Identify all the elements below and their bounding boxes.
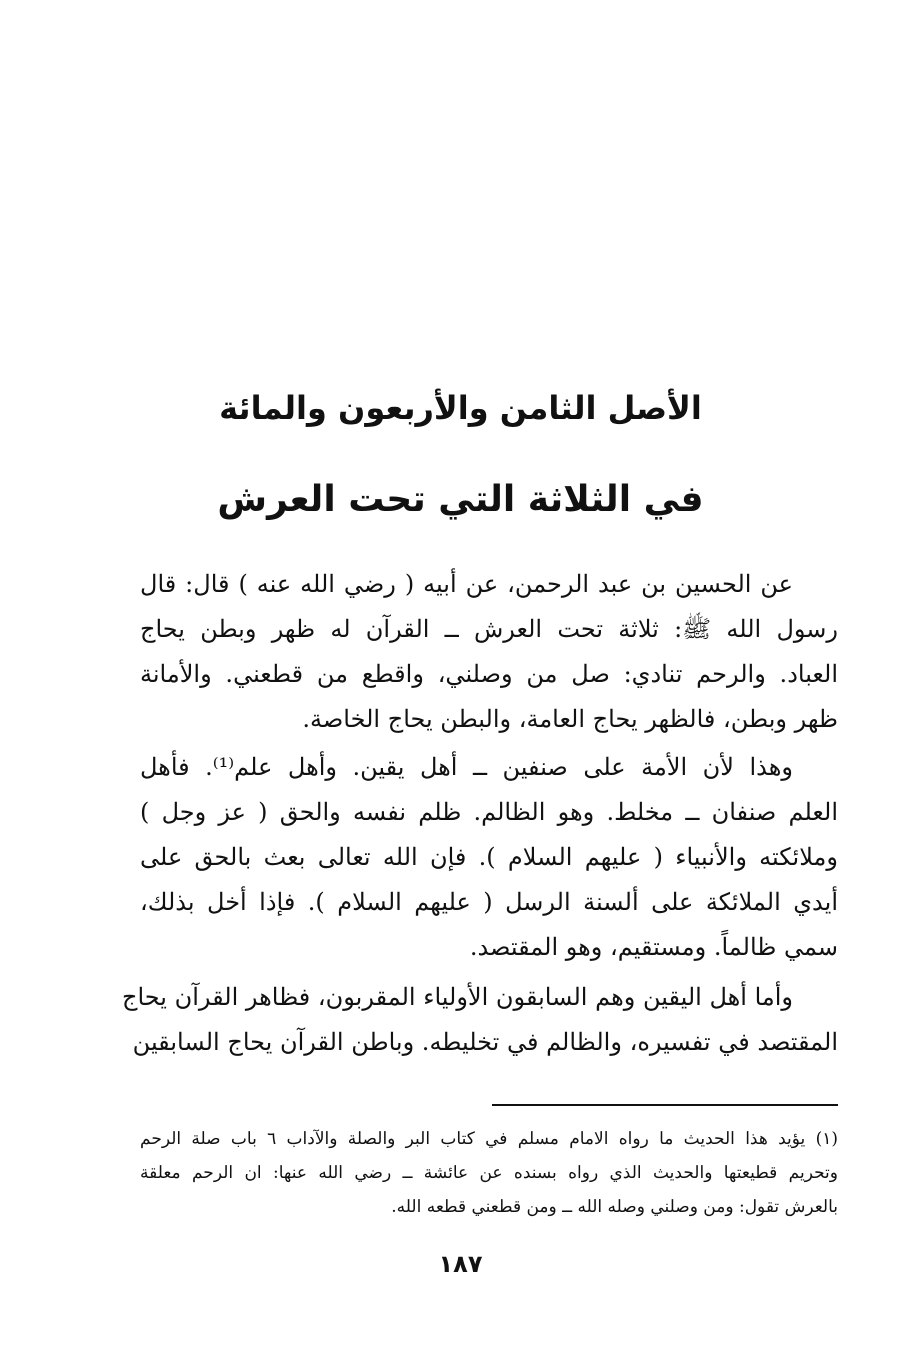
text-line: رسول الله ﷺ: ثلاثة تحت العرش ــ القرآن له ظهر وبطن يحاج <box>140 615 838 643</box>
footnote-line: (١) يؤيد هذا الحديث ما رواه الامام مسلم في كتاب البر والصلة والآداب ٦ باب صلة الرحم <box>140 1129 838 1149</box>
footnote <box>140 1122 838 1224</box>
footnote-line: وتحريم قطيعتها والحديث الذي رواه بسنده عن عائشة ــ رضي الله عنها: ان الرحم معلقة <box>140 1163 838 1183</box>
text-line: ظهر وبطن، فالظهر يحاج العامة، والبطن يحاج الخاصة. <box>302 705 838 733</box>
text-line: سمي ظالماً. ومستقيم، وهو المقتصد. <box>469 933 838 961</box>
footnote-divider <box>492 1104 838 1106</box>
text-line: المقتصد في تفسيره، والظالم في تخليطه. وباطن القرآن يحاج السابقين <box>132 1028 838 1056</box>
chapter-title: في الثلاثة التي تحت العرش <box>217 479 704 520</box>
text-line: العلم صنفان ــ مخلط. وهو الظالم. ظلم نفسه والحق ( عز وجل ) <box>140 798 838 826</box>
text-line: وهذا لأن الأمة على صنفين ــ أهل يقين. وأهل علم⁽¹⁾. فأهل <box>140 753 793 781</box>
paragraph-2 <box>140 745 838 970</box>
text-line: عن الحسين بن عبد الرحمن، عن أبيه ( رضي الله عنه ) قال: قال <box>140 570 793 598</box>
page-number: ١٨٧ <box>438 1250 483 1278</box>
paragraph-3 <box>121 975 838 1065</box>
text-line: أيدي الملائكة على ألسنة الرسل ( عليهم السلام ). فإذا أخل بذلك، <box>140 888 838 916</box>
text-line: وملائكته والأنبياء ( عليهم السلام ). فإن الله تعالى بعث بالحق على <box>140 843 838 871</box>
footnote-line: بالعرش تقول: ومن وصلني وصله الله ــ ومن قطعني قطعه الله. <box>391 1197 838 1217</box>
chapter-heading: الأصل الثامن والأربعون والمائة <box>219 389 702 427</box>
text-line: العباد. والرحم تنادي: صل من وصلني، واقطع من قطعني. والأمانة <box>140 660 838 688</box>
paragraph-1 <box>140 562 838 742</box>
text-line: وأما أهل اليقين وهم السابقون الأولياء المقربون، فظاهر القرآن يحاج <box>121 983 793 1011</box>
